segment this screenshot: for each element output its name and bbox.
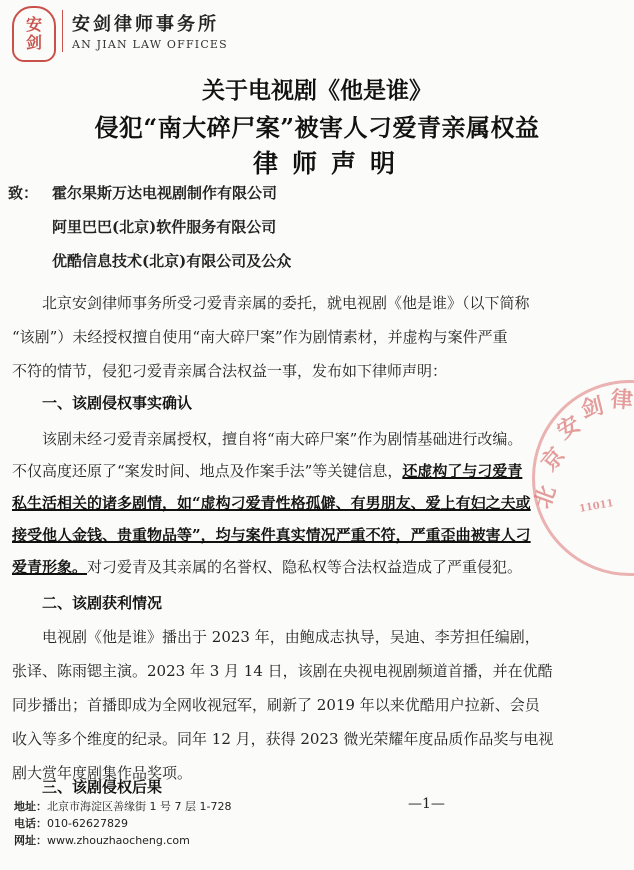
footer-address-value: 北京市海淀区善缘街 1 号 7 层 1-728	[47, 800, 232, 813]
section-2-line-1: 电视剧《他是谁》播出于 2023 年，由鲍成志执导，吴迪、李芳担任编剧，	[42, 628, 540, 646]
stamp-char-3: 安	[552, 410, 586, 445]
footer-web-value: www.zhouzhaocheng.com	[47, 834, 190, 847]
section-1-line-5-bold: 爱青形象。	[12, 558, 88, 576]
section-3-heading: 三、该剧侵权后果	[42, 778, 163, 796]
firm-name-en: AN JIAN LAW OFFICES	[72, 38, 228, 51]
addressee-label: 致：	[8, 184, 39, 202]
logo-char-bottom: 剑	[25, 33, 42, 52]
section-2-line-3: 同步播出；首播即成为全网收视冠军，刷新了 2019 年以来优酷用户拉新、会员	[12, 696, 540, 714]
title-line-3: 律师声明	[252, 149, 409, 178]
intro-line-1: 北京安剑律师事务所受刁爱青亲属的委托，就电视剧《他是谁》（以下简称	[42, 294, 530, 312]
footer-web-label: 网址：	[14, 834, 47, 847]
page-number: —1—	[408, 796, 445, 812]
section-2-line-5: 剧大赏年度剧集作品奖项。	[12, 764, 193, 782]
section-1-line-2-plain: 不仅高度还原了“案发时间、地点及作案手法”等关键信息，	[12, 462, 403, 480]
footer-web	[14, 832, 190, 848]
footer-phone-value: 010-62627829	[47, 817, 128, 830]
section-1-line-1: 该剧未经刁爱青亲属授权，擅自将“南大碎尸案”作为剧情基础进行改编。	[42, 430, 523, 448]
logo-char-top: 安	[25, 15, 42, 35]
addressee-3: 优酷信息技术(北京)有限公司及公众	[52, 252, 292, 270]
title-line-1: 关于电视剧《他是谁》	[202, 77, 432, 104]
seal-stamp	[529, 380, 634, 576]
intro-line-2: “该剧”）未经授权擅自使用“南大碎尸案”作为剧情素材，并虚构与案件严重	[12, 328, 508, 346]
footer-address	[14, 798, 231, 814]
stamp-char-1: 北	[529, 482, 562, 512]
section-1-line-5	[12, 556, 522, 577]
section-2-line-2: 张译、陈雨锶主演。2023 年 3 月 14 日，该剧在央视电视剧频道首播，并在优酷	[12, 662, 553, 680]
section-1-line-2	[12, 460, 522, 481]
stamp-char-2: 京	[536, 442, 571, 477]
section-1-line-5-plain: 对刁爱青及其亲属的名誉权、隐私权等合法权益造成了严重侵犯。	[87, 558, 523, 576]
stamp-char-5: 律	[610, 386, 634, 414]
section-1-line-2-bold: 还虚构了与刁爱青	[402, 462, 523, 480]
footer-address-label: 地址：	[14, 800, 47, 813]
section-1-line-3: 私生活相关的诸多剧情，如“虚构刁爱青性格孤僻、有男朋友、爱上有妇之夫或	[12, 494, 531, 512]
addressee-2: 阿里巴巴(北京)软件服务有限公司	[52, 218, 277, 236]
section-1-line-4: 接受他人金钱、贵重物品等”，均与案件真实情况严重不符，严重歪曲被害人刁	[12, 526, 531, 544]
addressee-1: 霍尔果斯万达电视剧制作有限公司	[52, 184, 278, 202]
firm-logo	[12, 6, 56, 62]
title-line-2: 侵犯“南大碎尸案”被害人刁爱青亲属权益	[94, 113, 540, 142]
intro-line-3: 不符的情节，侵犯刁爱青亲属合法权益一事，发布如下律师声明：	[12, 362, 448, 380]
section-2-line-4: 收入等多个维度的纪录。同年 12 月，获得 2023 微光荣耀年度品质作品奖与电视	[12, 730, 554, 748]
footer-phone-label: 电话：	[14, 817, 47, 830]
section-1-heading: 一、该剧侵权事实确认	[42, 394, 193, 412]
logo-divider	[62, 10, 63, 52]
footer-phone	[14, 815, 128, 831]
firm-name-cn: 安剑律师事务所	[72, 14, 219, 35]
stamp-char-4: 剑	[578, 392, 607, 424]
stamp-code: 11011	[578, 498, 615, 515]
section-2-heading: 二、该剧获利情况	[42, 594, 163, 612]
